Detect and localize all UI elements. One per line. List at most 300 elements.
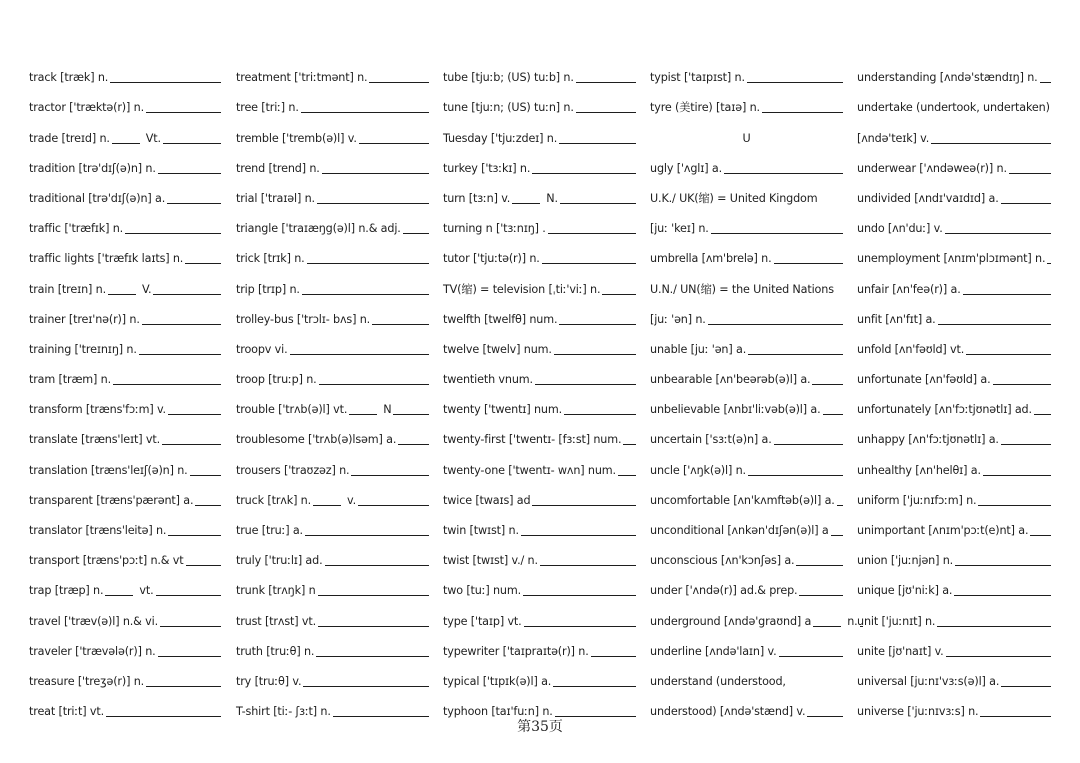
vocab-word: twentieth vnum. — [443, 373, 533, 387]
answer-blank — [554, 354, 636, 355]
vocab-word: [juː 'keɪ] n. — [650, 222, 709, 236]
vocab-entry — [857, 85, 1051, 115]
answer-blank — [125, 233, 221, 234]
answer-blank — [146, 686, 221, 687]
answer-blank — [108, 294, 136, 295]
vocab-word: type ['taɪp] vt. — [443, 614, 522, 628]
answer-blank — [938, 324, 1051, 325]
vocab-word: unit ['juːnɪt] n. — [857, 614, 936, 628]
vocab-word: trip [trɪp] n. — [236, 282, 300, 296]
vocab-word: U — [742, 131, 751, 145]
answer-blank — [711, 233, 843, 234]
answer-blank — [156, 595, 221, 596]
vocab-word: trick [trɪk] n. — [236, 252, 305, 266]
vocab-word: unite [jʊ'naɪt] v. — [857, 644, 944, 658]
answer-blank — [576, 82, 636, 83]
vocab-entry — [650, 689, 843, 719]
vocab-word: undertake (undertook, undertaken) — [857, 101, 1050, 115]
vocab-entry — [650, 598, 858, 628]
answer-blank — [762, 112, 843, 113]
vocab-word: trade [treɪd] n. — [29, 131, 110, 145]
answer-blank — [307, 263, 429, 264]
answer-blank — [1001, 444, 1051, 445]
vocab-word: universal [juːnɪ'vɜːs(ə)l] a. — [857, 674, 1000, 688]
vocab-word: tremble ['tremb(ə)l] v. — [236, 131, 357, 145]
vocab-word: traditional [trə'dɪʃ(ə)n] a. — [29, 191, 166, 205]
answer-blank — [302, 294, 429, 295]
answer-blank — [623, 444, 636, 445]
vocab-word: umbrella [ʌm'brelə] n. — [650, 252, 772, 266]
vocab-entry — [650, 508, 843, 538]
vocab-entry — [857, 417, 1051, 447]
answer-blank — [290, 354, 430, 355]
answer-blank — [993, 384, 1052, 385]
vocab-entry — [857, 659, 1051, 689]
vocab-word: U.K./ UK(缩) = United Kingdom — [650, 191, 818, 205]
answer-blank — [301, 112, 429, 113]
answer-blank — [532, 173, 636, 174]
vocab-entry — [29, 387, 221, 417]
answer-blank — [548, 233, 636, 234]
vocab-entry — [650, 266, 843, 296]
vocab-entry — [29, 55, 221, 85]
vocab-entry — [857, 689, 1051, 719]
answer-blank — [1030, 535, 1051, 536]
answer-blank — [142, 324, 221, 325]
answer-blank — [146, 112, 221, 113]
answer-blank — [303, 686, 429, 687]
answer-blank — [318, 595, 429, 596]
answer-blank — [317, 203, 429, 204]
answer-blank — [1040, 82, 1051, 83]
vocab-pos-label: vt. — [139, 584, 154, 598]
vocab-word: trust [trʌst] vt. — [236, 614, 316, 628]
vocab-entry — [236, 146, 429, 176]
vocab-entry — [236, 629, 429, 659]
vocab-word: trolley-bus ['trɔlɪ- bʌs] n. — [236, 312, 371, 326]
answer-blank — [831, 535, 843, 536]
answer-blank — [618, 475, 636, 476]
vocab-word: twenty ['twentɪ] num. — [443, 403, 562, 417]
answer-blank — [305, 535, 429, 536]
answer-blank — [963, 294, 1051, 295]
vocab-word: trainer [treɪ'nə(r)] n. — [29, 312, 140, 326]
vocab-entry — [443, 357, 636, 387]
vocab-word: unconditional [ʌnkən'dɪʃən(ə)l] a — [650, 524, 829, 537]
vocab-entry — [236, 689, 429, 719]
answer-blank — [319, 384, 429, 385]
vocab-word: unhealthy [ʌn'helθɪ] a. — [857, 463, 981, 477]
answer-blank — [158, 656, 221, 657]
vocab-entry — [443, 55, 636, 85]
answer-blank — [542, 263, 636, 264]
vocab-word: uniform ['juːnɪfɔːm] n. — [857, 493, 977, 507]
vocab-word: typewriter ['taɪpraɪtə(r)] n. — [443, 644, 589, 658]
answer-blank — [966, 354, 1051, 355]
vocab-word: tyre (美tire) [taɪə] n. — [650, 101, 760, 115]
answer-blank — [190, 475, 221, 476]
answer-blank — [359, 143, 429, 144]
answer-blank — [512, 203, 540, 204]
answer-blank — [351, 475, 429, 476]
vocab-word: unfit [ʌn'fɪt] a. — [857, 312, 936, 326]
vocab-entry — [236, 387, 429, 417]
vocab-word: ugly ['ʌglɪ] a. — [650, 161, 722, 175]
vocab-entry — [857, 357, 1051, 387]
vocab-word: uncertain ['sɜːt(ə)n] a. — [650, 433, 772, 447]
vocab-entry — [443, 659, 636, 689]
vocab-word: treat [triːt] vt. — [29, 705, 104, 719]
vocab-entry — [443, 176, 636, 206]
answer-blank — [523, 595, 636, 596]
vocab-word: traffic ['træfɪk] n. — [29, 222, 124, 236]
answer-blank — [813, 626, 841, 627]
vocab-entry — [857, 387, 1051, 417]
vocab-word: trunk [trʌŋk] n — [236, 584, 316, 598]
vocab-word: trend [trend] n. — [236, 161, 320, 175]
answer-blank — [748, 354, 843, 355]
vocab-entry — [29, 659, 221, 689]
vocab-entry — [29, 146, 221, 176]
answer-blank — [591, 656, 636, 657]
vocab-word: turn [tɜːn] v. — [443, 191, 511, 205]
vocab-word: two [tuː] num. — [443, 584, 522, 598]
vocab-word: twin [twɪst] n. — [443, 524, 519, 537]
vocab-entry — [29, 447, 221, 477]
vocab-word: truck [trʌk] n. — [236, 493, 312, 507]
answer-blank — [398, 444, 429, 445]
vocab-word: trap [træp] n. — [29, 584, 104, 598]
vocab-entry — [443, 387, 636, 417]
vocab-word: typical ['tɪpɪk(ə)l] a. — [443, 674, 552, 688]
vocab-word: unhappy [ʌn'fɔːtjʊnətlɪ] a. — [857, 433, 999, 447]
answer-blank — [1034, 414, 1051, 415]
vocab-entry — [443, 447, 636, 477]
vocab-entry — [236, 447, 429, 477]
answer-blank — [524, 626, 636, 627]
vocab-entry — [650, 478, 843, 508]
vocab-entry — [650, 115, 843, 145]
vocab-word: uncle ['ʌŋk(ə)l] n. — [650, 463, 746, 477]
vocab-entry — [650, 447, 843, 477]
answer-blank — [535, 384, 636, 385]
vocab-entry — [29, 115, 221, 145]
vocab-word: triangle ['traɪæŋg(ə)l] n.& adj. — [236, 222, 401, 236]
vocab-entry — [857, 146, 1051, 176]
answer-blank — [168, 535, 221, 536]
vocab-entry — [650, 568, 843, 598]
vocab-word: underwear ['ʌndəweə(r)] n. — [857, 161, 1007, 175]
vocab-word: treasure ['treʒə(r)] n. — [29, 674, 145, 688]
vocab-word: transform [træns'fɔːm] v. — [29, 403, 166, 417]
vocab-entry — [857, 538, 1051, 568]
vocab-entry — [857, 478, 1051, 508]
answer-blank — [560, 203, 636, 204]
vocab-word: U.N./ UN(缩) = the United Nations — [650, 282, 834, 296]
vocab-entry — [443, 598, 636, 628]
vocab-entry — [29, 629, 221, 659]
vocab-pos-label: Vt. — [145, 131, 161, 145]
vocab-entry — [650, 387, 843, 417]
vocab-word: unfortunately [ʌn'fɔːtjʊnətlɪ] ad. — [857, 403, 1032, 417]
vocab-word: typhoon [taɪ'fuːn] n. — [443, 705, 553, 719]
vocab-word: treatment ['triːtmənt] n. — [236, 71, 368, 85]
answer-blank — [931, 143, 1051, 144]
vocab-entry — [857, 629, 1051, 659]
answer-blank — [708, 324, 843, 325]
answer-blank — [774, 263, 843, 264]
vocab-word: training ['treɪnɪŋ] n. — [29, 342, 137, 356]
vocab-word: [ʌndə'teɪk] v. — [857, 131, 930, 145]
answer-blank — [576, 112, 636, 113]
vocab-entry — [29, 478, 221, 508]
vocab-word: troublesome ['trʌb(ə)lsəm] a. — [236, 433, 397, 447]
vocab-entry — [29, 538, 221, 568]
answer-blank — [105, 595, 133, 596]
vocab-entry — [29, 176, 221, 206]
vocab-entry — [236, 176, 429, 206]
answer-blank — [796, 565, 843, 566]
vocab-entry — [29, 266, 221, 296]
vocab-entry — [443, 568, 636, 598]
answer-blank — [1047, 263, 1051, 264]
answer-blank — [779, 656, 844, 657]
answer-blank — [945, 233, 1051, 234]
vocab-word: truly ['truːlɪ] ad. — [236, 554, 323, 568]
vocab-entry — [236, 478, 429, 508]
vocab-entry — [857, 266, 1051, 296]
vocab-entry — [650, 327, 843, 357]
answer-blank — [186, 565, 222, 566]
answer-blank — [954, 595, 1051, 596]
vocab-word: Tuesday ['tjuːzdeɪ] n. — [443, 131, 558, 145]
vocab-entry — [650, 55, 843, 85]
vocab-word: twenty-one ['twentɪ- wʌn] num. — [443, 463, 616, 477]
vocab-word: try [truːθ] v. — [236, 674, 302, 688]
answer-blank — [553, 686, 636, 687]
vocab-entry — [236, 206, 429, 236]
vocab-word: underground [ʌndə'graʊnd] a — [650, 614, 812, 628]
answer-blank — [112, 143, 140, 144]
vocab-entry — [857, 297, 1051, 327]
vocab-entry — [29, 85, 221, 115]
vocab-word: twelve [twelv] num. — [443, 342, 552, 356]
answer-blank — [393, 414, 429, 415]
vocab-pos-label: N. — [546, 191, 558, 205]
vocab-word: tree [triː] n. — [236, 101, 299, 115]
answer-blank — [369, 82, 429, 83]
vocab-entry — [236, 538, 429, 568]
answer-blank — [748, 475, 843, 476]
vocab-word: troop [truːp] n. — [236, 373, 317, 387]
vocab-entry — [650, 297, 843, 327]
answer-blank — [139, 354, 221, 355]
answer-blank — [799, 595, 843, 596]
vocab-column-4 — [650, 55, 858, 719]
answer-blank — [559, 143, 636, 144]
answer-blank — [1001, 203, 1051, 204]
vocab-entry — [650, 417, 843, 447]
vocab-word: tractor ['træktə(r)] n. — [29, 101, 144, 115]
vocab-word: translate [træns'leɪt] vt. — [29, 433, 161, 447]
vocab-entry — [29, 236, 221, 266]
answer-blank — [403, 233, 429, 234]
vocab-entry — [650, 629, 843, 659]
answer-blank — [110, 82, 221, 83]
vocab-column-1 — [29, 55, 221, 719]
page-number: 第35页 — [517, 719, 563, 735]
vocab-word: trousers ['traʊzəz] n. — [236, 463, 350, 477]
vocab-entry — [236, 115, 429, 145]
vocab-word: travel ['træv(ə)l] n.& vi. — [29, 614, 158, 628]
vocab-entry — [857, 176, 1051, 206]
vocab-word: tune [tjuːn; (US) tuːn] n. — [443, 101, 574, 115]
vocab-entry — [236, 659, 429, 689]
vocab-entry — [29, 327, 221, 357]
vocab-word: unique [jʊ'niːk] a. — [857, 584, 953, 598]
answer-blank — [602, 294, 636, 295]
vocab-word: tradition [trə'dɪʃ(ə)n] n. — [29, 161, 156, 175]
answer-blank — [113, 384, 221, 385]
vocab-pos-label: N — [383, 403, 392, 417]
answer-blank — [724, 173, 843, 174]
answer-blank — [983, 475, 1051, 476]
vocab-entry — [443, 417, 636, 447]
vocab-word: trial ['traɪəl] n. — [236, 191, 315, 205]
vocab-word: undivided [ʌndɪ'vaɪdɪd] a. — [857, 191, 999, 205]
answer-blank — [521, 535, 636, 536]
vocab-entry — [857, 236, 1051, 266]
vocab-word: turkey ['tɜːkɪ] n. — [443, 161, 531, 175]
vocab-word: understood) [ʌndə'stænd] v. — [650, 705, 806, 719]
vocab-entry — [236, 568, 429, 598]
vocab-word: unbelievable [ʌnbɪ'liːvəb(ə)l] a. — [650, 403, 821, 417]
vocab-entry — [29, 568, 221, 598]
vocab-entry — [650, 176, 843, 206]
vocab-word: unfold [ʌn'fəʊld] vt. — [857, 342, 965, 356]
vocab-entry — [29, 689, 221, 719]
vocab-word: twice [twaɪs] ad — [443, 493, 531, 507]
answer-blank — [168, 414, 221, 415]
answer-blank — [823, 414, 844, 415]
vocab-word: true [truː] a. — [236, 524, 303, 537]
vocab-entry — [650, 146, 843, 176]
vocab-entry — [29, 297, 221, 327]
vocab-word: uncomfortable [ʌn'kʌmftəb(ə)l] a. — [650, 493, 835, 507]
vocab-word: undo [ʌn'duː] v. — [857, 222, 943, 236]
vocab-entry — [236, 508, 429, 538]
vocab-entry — [443, 236, 636, 266]
vocab-entry — [443, 538, 636, 568]
vocab-word: typist ['taɪpɪst] n. — [650, 71, 745, 85]
vocab-entry — [236, 417, 429, 447]
vocab-word: universe ['juːnɪvɜːs] n. — [857, 705, 979, 719]
answer-blank — [322, 173, 429, 174]
vocab-entry — [29, 357, 221, 387]
vocab-entry — [857, 327, 1051, 357]
vocab-word: [juː 'ən] n. — [650, 312, 706, 326]
vocab-entry — [443, 629, 636, 659]
vocab-column-3 — [443, 55, 636, 719]
vocab-word: traffic lights ['træfɪk laɪts] n. — [29, 252, 184, 266]
vocab-entry — [443, 146, 636, 176]
vocab-entry — [857, 598, 1051, 628]
vocab-word: unable [juː 'ən] a. — [650, 342, 747, 356]
vocab-word: twenty-first ['twentɪ- [fɜːst] num. — [443, 433, 622, 447]
vocab-word: tutor ['tjuːtə(r)] n. — [443, 252, 540, 266]
vocab-entry — [443, 115, 636, 145]
vocab-entry — [236, 357, 429, 387]
answer-blank — [185, 263, 221, 264]
vocab-pos-label: v. — [347, 493, 357, 507]
vocab-word: unconscious [ʌn'kɔnʃəs] a. — [650, 554, 795, 568]
answer-blank — [564, 414, 636, 415]
answer-blank — [937, 626, 1051, 627]
vocab-entry — [857, 568, 1051, 598]
vocab-entry — [236, 85, 429, 115]
vocab-entry — [857, 115, 1051, 145]
vocab-entry — [443, 327, 636, 357]
answer-blank — [559, 324, 636, 325]
vocab-word: transport [træns'pɔːt] n.& vt — [29, 554, 184, 568]
vocab-entry — [443, 478, 636, 508]
answer-blank — [195, 505, 221, 506]
vocab-word: troopv vi. — [236, 342, 288, 356]
vocab-word: union ['juːnjən] n. — [857, 554, 954, 568]
answer-blank — [325, 565, 430, 566]
vocab-word: unbearable [ʌn'beərəb(ə)l] a. — [650, 373, 811, 387]
vocab-entry — [650, 357, 843, 387]
answer-blank — [358, 505, 429, 506]
answer-blank — [372, 324, 429, 325]
vocab-entry — [443, 85, 636, 115]
answer-blank — [812, 384, 843, 385]
vocab-entry — [857, 206, 1051, 236]
vocab-entry — [650, 206, 843, 236]
vocab-word: TV(缩) = television [ˌtiː'viː] n. — [443, 282, 601, 296]
answer-blank — [1009, 173, 1051, 174]
vocab-word: unemployment [ʌnɪm'plɔɪmənt] n. — [857, 252, 1046, 266]
answer-blank — [160, 626, 221, 627]
answer-blank — [318, 626, 429, 627]
vocab-entry — [236, 598, 429, 628]
answer-blank — [163, 143, 221, 144]
vocab-column-2 — [236, 55, 429, 719]
answer-blank — [167, 203, 221, 204]
vocab-entry — [443, 689, 636, 719]
vocab-entry — [443, 297, 636, 327]
vocab-entry — [650, 236, 843, 266]
vocab-entry — [650, 85, 843, 115]
vocab-word: tube [tjuːb; (US) tuːb] n. — [443, 71, 574, 85]
answer-blank — [532, 505, 636, 506]
answer-blank — [946, 656, 1051, 657]
vocab-entry — [443, 206, 636, 236]
answer-blank — [349, 414, 377, 415]
vocab-word: translation [træns'leɪʃ(ə)n] n. — [29, 463, 188, 477]
vocab-entry — [650, 659, 843, 689]
vocab-word: twelfth [twelfθ] num. — [443, 312, 558, 326]
vocab-entry — [857, 447, 1051, 477]
answer-blank — [774, 444, 843, 445]
answer-blank — [313, 505, 341, 506]
vocab-word: traveler ['trævələ(r)] n. — [29, 644, 156, 658]
vocab-entry — [236, 327, 429, 357]
vocab-entry — [29, 598, 221, 628]
vocab-entry — [443, 266, 636, 296]
vocab-word: unfortunate [ʌn'fəʊld] a. — [857, 373, 991, 387]
vocab-word: unimportant [ʌnɪm'pɔːt(e)nt] a. — [857, 524, 1029, 537]
